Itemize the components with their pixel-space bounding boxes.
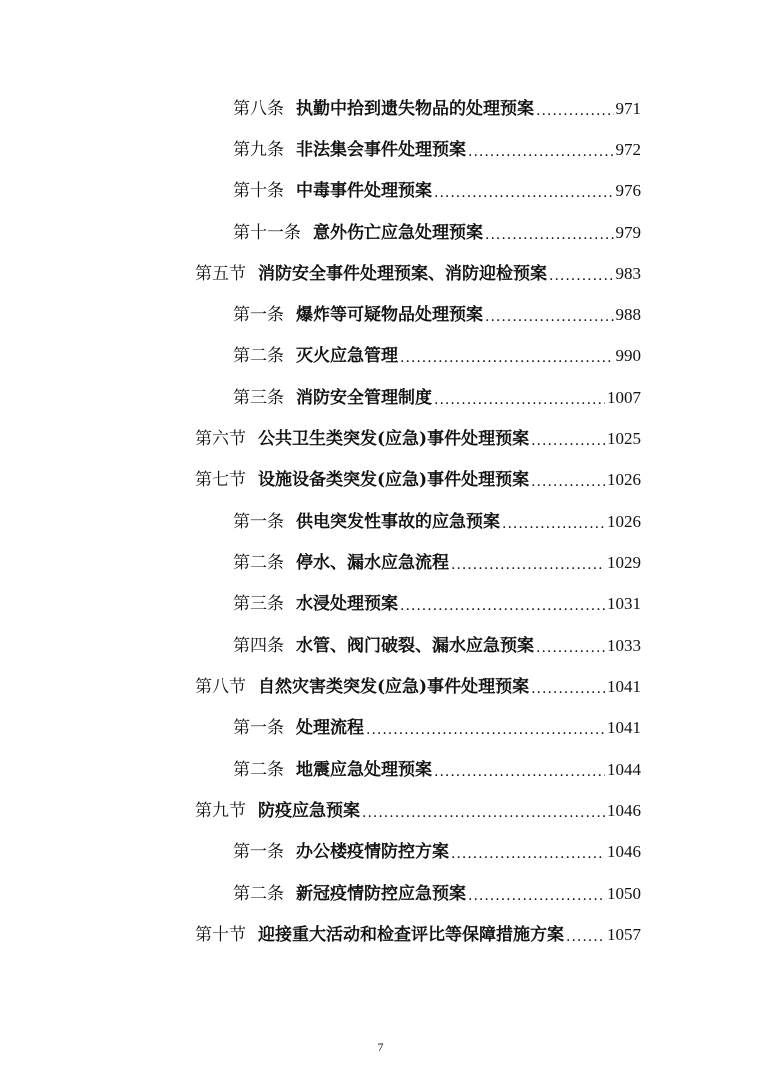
toc-entry-title: 迎接重大活动和检查评比等保障措施方案	[258, 925, 564, 945]
toc-dot-leader	[536, 92, 614, 126]
toc-entry-title: 防疫应急预案	[258, 801, 360, 821]
toc-entry-number: 第十条	[233, 181, 284, 201]
toc-entry-title: 水管、阀门破裂、漏水应急预案	[296, 636, 534, 656]
toc-entry-title: 爆炸等可疑物品处理预案	[296, 305, 483, 325]
toc-entry-page: 1029	[607, 553, 641, 572]
toc-entry[interactable]	[233, 92, 641, 126]
toc-entry-title: 停水、漏水应急流程	[296, 553, 449, 573]
toc-entry[interactable]	[233, 381, 641, 415]
toc-entry-page: 1041	[607, 718, 641, 737]
toc-entry[interactable]	[233, 174, 641, 208]
toc-entry-page: 979	[615, 223, 641, 242]
toc-dot-leader	[536, 629, 605, 663]
toc-entry-page: 1026	[607, 512, 641, 531]
toc-section-entry[interactable]	[195, 257, 641, 291]
toc-entry[interactable]	[233, 629, 641, 663]
toc-entry[interactable]	[233, 587, 641, 621]
toc-entry-title: 办公楼疫情防控方案	[296, 842, 449, 862]
toc-dot-leader	[468, 877, 605, 911]
toc-entry-page: 1046	[607, 842, 641, 861]
toc-entry-number: 第五节	[195, 264, 246, 284]
toc-entry-page: 1025	[607, 429, 641, 448]
toc-dot-leader	[531, 463, 605, 497]
toc-entry-page: 1031	[607, 594, 641, 613]
toc-dot-leader	[485, 298, 614, 332]
toc-dot-leader	[566, 918, 605, 952]
toc-entry[interactable]	[233, 505, 641, 539]
toc-dot-leader	[451, 835, 605, 869]
toc-entry-number: 第二条	[233, 884, 284, 904]
toc-dot-leader	[531, 670, 605, 704]
toc-dot-leader	[400, 587, 605, 621]
toc-entry-page: 1026	[607, 470, 641, 489]
toc-entry-title: 非法集会事件处理预案	[296, 140, 466, 160]
toc-entry-title: 处理流程	[296, 718, 364, 738]
toc-entry[interactable]	[233, 133, 641, 167]
toc-section-entry[interactable]	[195, 918, 641, 952]
toc-entry-title: 供电突发性事故的应急预案	[296, 512, 500, 532]
toc-entry-title: 中毒事件处理预案	[296, 181, 432, 201]
toc-entry-page: 1033	[607, 636, 641, 655]
toc-entry[interactable]	[233, 339, 641, 373]
toc-dot-leader	[531, 422, 605, 456]
toc-entry-number: 第七节	[195, 470, 246, 490]
toc-entry-title: 消防安全管理制度	[296, 388, 432, 408]
toc-entry-number: 第六节	[195, 429, 246, 449]
toc-entry-page: 1046	[607, 801, 641, 820]
toc-entry-number: 第九节	[195, 801, 246, 821]
toc-entry-page: 1057	[607, 925, 641, 944]
toc-entry-page: 990	[615, 346, 641, 365]
toc-entry-number: 第九条	[233, 140, 284, 160]
toc-entry-number: 第八节	[195, 677, 246, 697]
toc-entry-title: 意外伤亡应急处理预案	[313, 223, 483, 243]
toc-entry-number: 第十节	[195, 925, 246, 945]
toc-entry[interactable]	[233, 835, 641, 869]
toc-section-entry[interactable]	[195, 422, 641, 456]
toc-entry-page: 972	[615, 140, 641, 159]
toc-entry-title: 新冠疫情防控应急预案	[296, 884, 466, 904]
toc-dot-leader	[434, 381, 605, 415]
toc-entry[interactable]	[233, 298, 641, 332]
toc-entry-number: 第一条	[233, 842, 284, 862]
toc-entry[interactable]	[233, 753, 641, 787]
toc-entry-page: 976	[615, 181, 641, 200]
toc-entry[interactable]	[233, 216, 641, 250]
toc-entry-page: 1007	[607, 388, 641, 407]
toc-dot-leader	[502, 505, 605, 539]
toc-entry-page: 1050	[607, 884, 641, 903]
toc-entry-title: 执勤中拾到遗失物品的处理预案	[296, 99, 534, 119]
toc-entry-title: 设施设备类突发(应急)事件处理预案	[258, 470, 530, 490]
toc-section-entry[interactable]	[195, 463, 641, 497]
toc-entry-title: 地震应急处理预案	[296, 760, 432, 780]
toc-entry-page: 1041	[607, 677, 641, 696]
toc-entry-page: 971	[615, 99, 641, 118]
toc-entry-page: 983	[615, 264, 641, 283]
toc-entry[interactable]	[233, 546, 641, 580]
toc-section-entry[interactable]	[195, 670, 641, 704]
toc-dot-leader	[366, 711, 605, 745]
toc-dot-leader	[468, 133, 614, 167]
toc-section-entry[interactable]	[195, 794, 641, 828]
toc-entry-number: 第一条	[233, 512, 284, 532]
toc-entry-title: 灭火应急管理	[296, 346, 398, 366]
toc-entry-title: 水浸处理预案	[296, 594, 398, 614]
toc-entry-number: 第二条	[233, 346, 284, 366]
toc-entry-number: 第四条	[233, 636, 284, 656]
toc-entry-number: 第十一条	[233, 223, 301, 243]
toc-dot-leader	[400, 339, 614, 373]
toc-entry[interactable]	[233, 877, 641, 911]
toc-entry-number: 第一条	[233, 718, 284, 738]
toc-entry-number: 第八条	[233, 99, 284, 119]
toc-entry-number: 第二条	[233, 553, 284, 573]
toc-entry-number: 第三条	[233, 388, 284, 408]
toc-dot-leader	[434, 753, 605, 787]
page-number: 7	[377, 1040, 384, 1054]
toc-dot-leader	[485, 216, 614, 250]
toc-entry-title: 消防安全事件处理预案、消防迎检预案	[258, 264, 547, 284]
toc-entry-title: 自然灾害类突发(应急)事件处理预案	[258, 677, 530, 697]
toc-entry-number: 第二条	[233, 760, 284, 780]
toc-dot-leader	[434, 174, 614, 208]
toc-dot-leader	[451, 546, 605, 580]
toc-entry-page: 988	[615, 305, 641, 324]
toc-entry-page: 1044	[607, 760, 641, 779]
toc-entry-number: 第三条	[233, 594, 284, 614]
toc-entry[interactable]	[233, 711, 641, 745]
toc-dot-leader	[362, 794, 605, 828]
toc-entry-title: 公共卫生类突发(应急)事件处理预案	[258, 429, 530, 449]
toc-entry-number: 第一条	[233, 305, 284, 325]
toc-dot-leader	[549, 257, 614, 291]
